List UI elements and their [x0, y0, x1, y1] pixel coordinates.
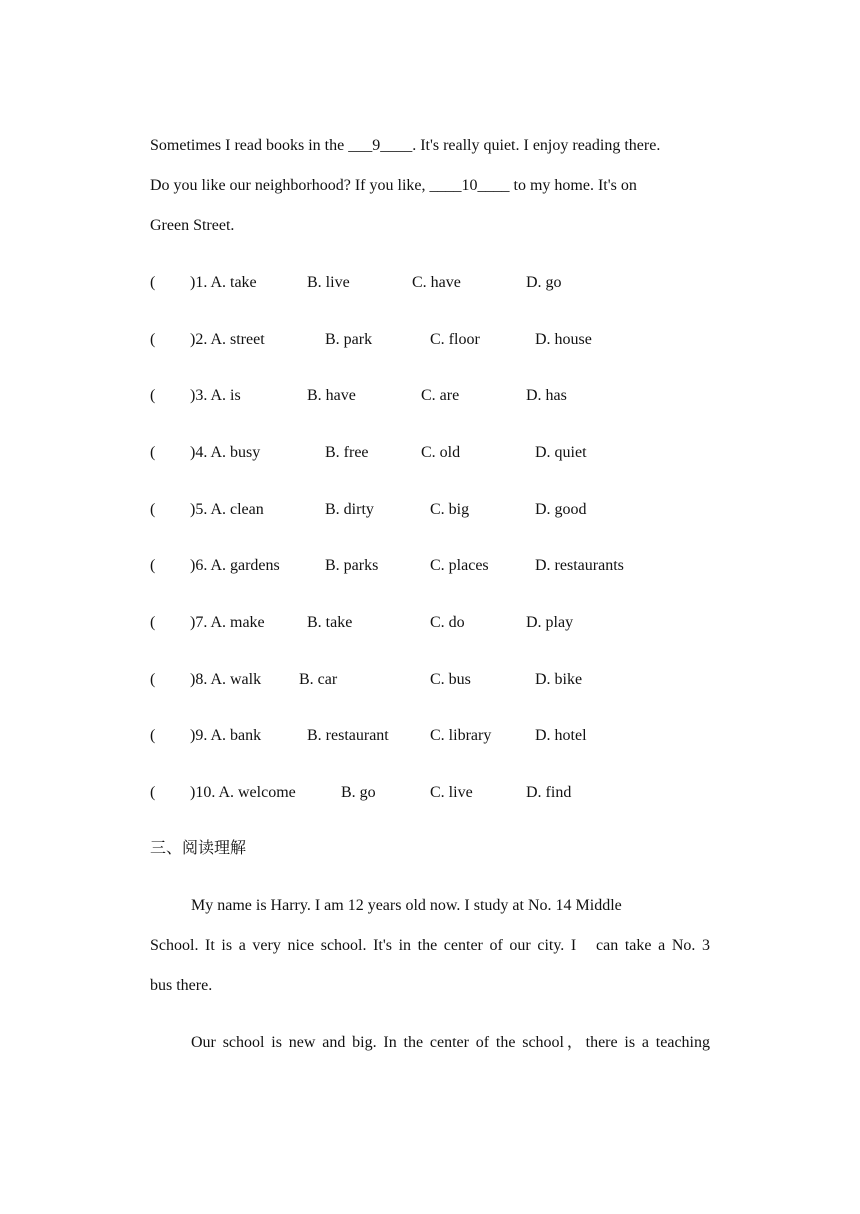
option-d: D. go [526, 274, 562, 291]
option-c: C. library [430, 727, 492, 744]
option-c: C. floor [430, 331, 480, 348]
option-d: D. hotel [535, 727, 587, 744]
option-a: )8. A. walk [190, 671, 262, 688]
option-c: C. old [421, 444, 461, 461]
passage-line-part: ____10____ to my home. It's on [429, 177, 637, 194]
option-d: D. restaurants [535, 557, 624, 574]
answer-paren[interactable]: ( [150, 784, 156, 801]
passage-top [150, 126, 710, 246]
option-a: )5. A. clean [190, 501, 264, 518]
option-a: )3. A. is [190, 387, 241, 404]
answer-paren[interactable]: ( [150, 614, 156, 631]
option-b: B. have [307, 387, 356, 404]
option-b: B. car [299, 671, 338, 688]
option-b: B. take [307, 614, 353, 631]
answer-paren[interactable]: ( [150, 671, 156, 688]
option-d: D. play [526, 614, 574, 631]
reading-line-text: My name is Harry. I am 12 years old now. I study at No. 14 Middle [191, 897, 622, 914]
reading-line-text: Our school is new and big. In the center of the school，there is a teaching [191, 1034, 710, 1051]
option-b: B. dirty [325, 501, 374, 518]
option-b: B. park [325, 331, 373, 348]
answer-paren[interactable]: ( [150, 557, 156, 574]
option-a: )1. A. take [190, 274, 257, 291]
answer-paren[interactable]: ( [150, 331, 156, 348]
reading-line [150, 1023, 710, 1063]
option-c: C. big [430, 501, 470, 518]
passage-line-part: Do you like our neighborhood? If you like, [150, 177, 426, 194]
reading-paragraph-1 [150, 886, 710, 1006]
option-b: B. restaurant [307, 727, 389, 744]
option-d: D. house [535, 331, 592, 348]
option-b: B. live [307, 274, 350, 291]
answer-paren[interactable]: ( [150, 444, 156, 461]
answer-paren[interactable]: ( [150, 501, 156, 518]
option-b: B. go [341, 784, 376, 801]
option-a: )4. A. busy [190, 444, 261, 461]
option-d: D. bike [535, 671, 583, 688]
passage-line [150, 166, 710, 206]
reading-paragraph-2 [150, 1023, 710, 1063]
section-heading: 三、阅读理解 [150, 840, 247, 857]
option-d: D. good [535, 501, 587, 518]
option-c: C. are [421, 387, 460, 404]
option-d: D. has [526, 387, 567, 404]
reading-line [150, 926, 710, 966]
passage-line: Sometimes I read books in the ___9____. It's really quiet. I enjoy reading there. [150, 137, 661, 154]
option-d: D. quiet [535, 444, 587, 461]
option-c: C. live [430, 784, 473, 801]
option-a: )6. A. gardens [190, 557, 280, 574]
answer-paren[interactable]: ( [150, 387, 156, 404]
option-c: C. do [430, 614, 465, 631]
option-b: B. parks [325, 557, 379, 574]
reading-line [150, 886, 710, 926]
option-d: D. find [526, 784, 572, 801]
option-a: )9. A. bank [190, 727, 262, 744]
answer-paren[interactable]: ( [150, 274, 156, 291]
passage-line: Green Street. [150, 217, 235, 234]
option-a: )2. A. street [190, 331, 265, 348]
answer-paren[interactable]: ( [150, 727, 156, 744]
option-a: )7. A. make [190, 614, 265, 631]
option-c: C. have [412, 274, 461, 291]
reading-line-text: School. It is a very nice school. It's in the center of our city. I can take a No. 3 [150, 937, 710, 954]
option-b: B. free [325, 444, 369, 461]
option-c: C. places [430, 557, 489, 574]
option-c: C. bus [430, 671, 471, 688]
option-a: )10. A. welcome [190, 784, 296, 801]
reading-line: bus there. [150, 977, 213, 994]
